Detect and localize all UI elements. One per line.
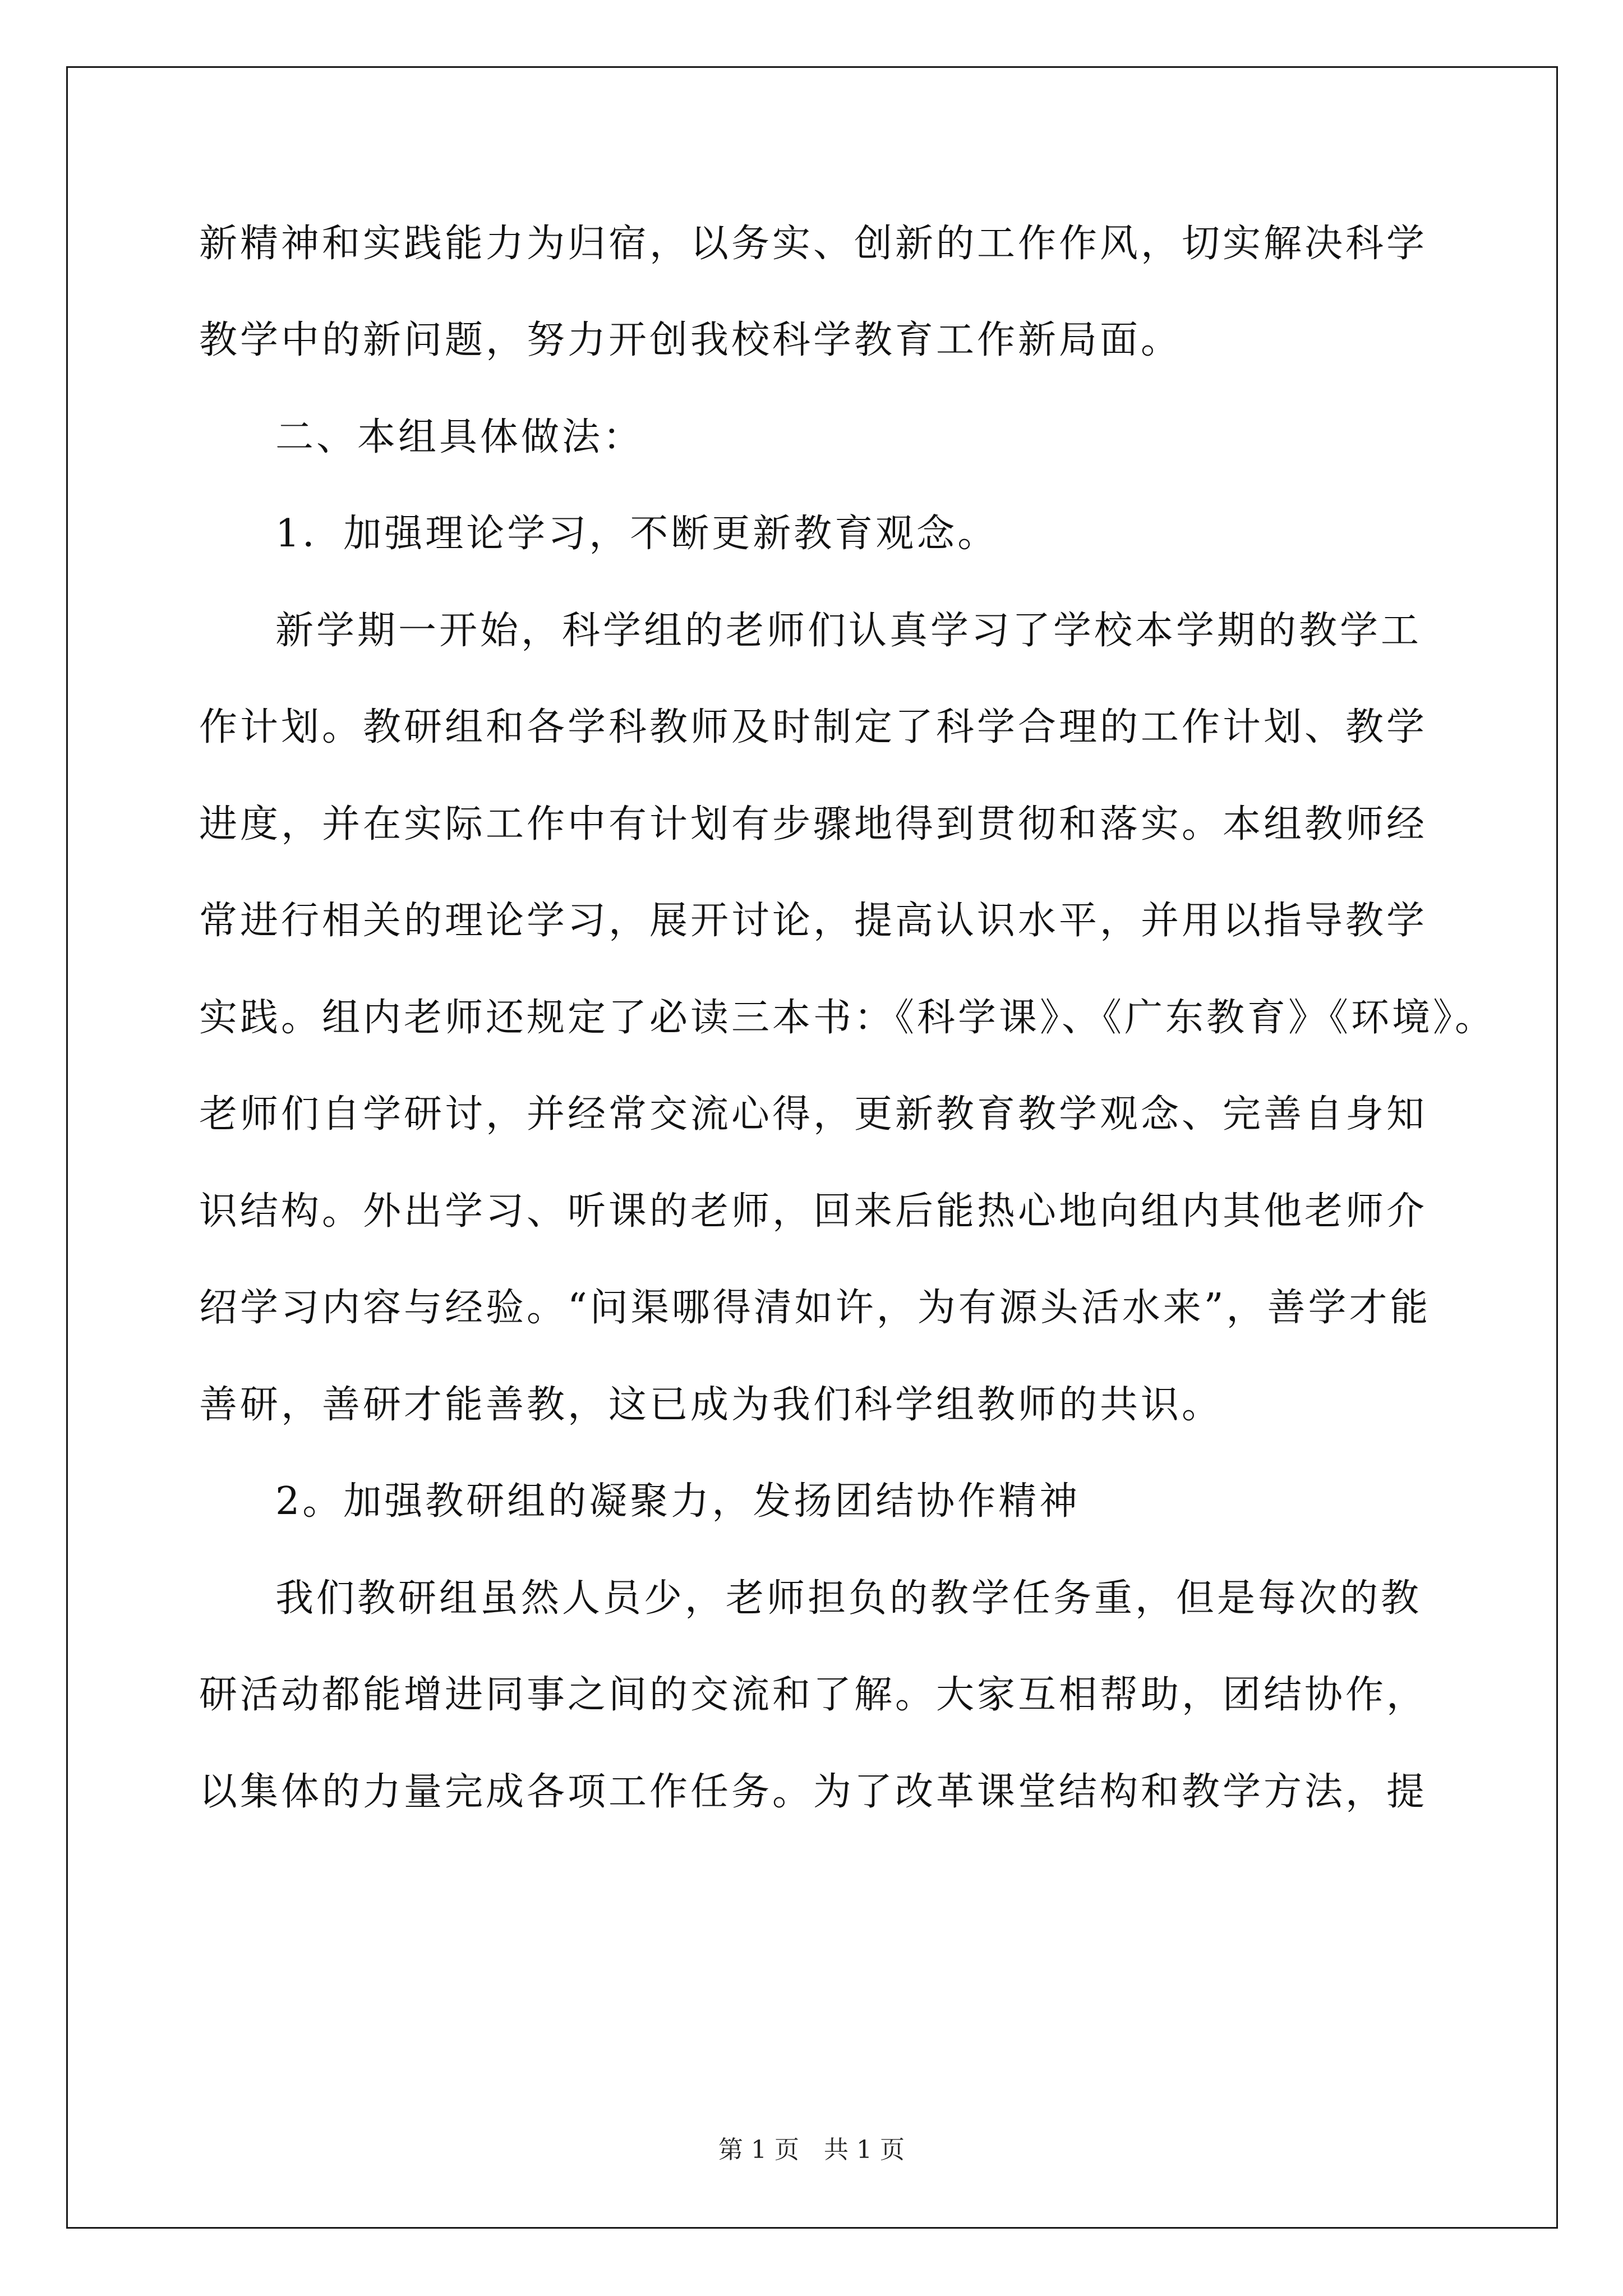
subsection-heading: 2。加强教研组的凝聚力，发扬团结协作精神 — [275, 1479, 1081, 1524]
body-line: 实践。组内老师还规定了必读三本书：《科学课》、《广东教育》《环境》。 — [199, 996, 1496, 1040]
body-line: 新学期一开始，科学组的老师们认真学习了学校本学期的教学工 — [275, 609, 1422, 653]
body-line: 作计划。教研组和各学科教师及时制定了科学合理的工作计划、教学 — [199, 705, 1428, 749]
body-line: 识结构。外出学习、听课的老师，回来后能热心地向组内其他老师介 — [199, 1189, 1428, 1234]
body-line: 教学中的新问题，努力开创我校科学教育工作新局面。 — [199, 318, 1182, 362]
body-line: 绍学习内容与经验。“问渠哪得清如许，为有源头活水来”，善学才能 — [199, 1286, 1431, 1330]
body-line: 研活动都能增进同事之间的交流和了解。大家互相帮助，团结协作， — [199, 1673, 1428, 1717]
body-line: 以集体的力量完成各项工作任务。为了改革课堂结构和教学方法，提 — [199, 1770, 1428, 1814]
body-line: 新精神和实践能力为归宿，以务实、创新的工作作风，切实解决科学 — [199, 222, 1428, 266]
subsection-heading: 1．加强理论学习，不断更新教育观念。 — [275, 512, 999, 556]
body-line: 常进行相关的理论学习，展开讨论，提高认识水平，并用以指导教学 — [199, 899, 1428, 943]
body-line: 进度，并在实际工作中有计划有步骤地得到贯彻和落实。本组教师经 — [199, 802, 1428, 846]
body-line: 我们教研组虽然人员少，老师担负的教学任务重，但是每次的教 — [275, 1576, 1422, 1621]
section-heading: 二、本组具体做法： — [275, 415, 644, 459]
body-line: 善研，善研才能善教，这已成为我们科学组教师的共识。 — [199, 1383, 1223, 1427]
page-border — [66, 66, 1558, 2229]
body-line: 老师们自学研讨，并经常交流心得，更新教育教学观念、完善自身知 — [199, 1092, 1428, 1137]
page-number-footer: 第 1 页 共 1 页 — [718, 2136, 905, 2164]
